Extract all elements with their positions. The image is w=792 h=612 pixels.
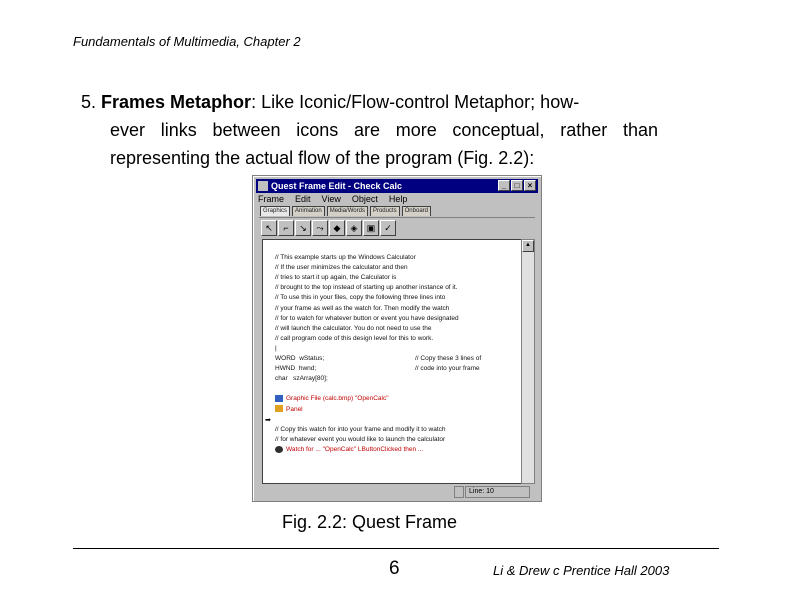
item-number: 5. <box>81 92 102 112</box>
quest-frame-window <box>252 175 542 502</box>
current-line-arrow-icon: ➡ <box>265 417 271 424</box>
line3-text: representing the actual flow of the program (Fig. 2.2): <box>110 148 535 168</box>
code-line: // will launch the calculator. You do not need to use the <box>275 324 432 332</box>
line1-text: : Like Iconic/Flow-control Metaphor; how- <box>251 92 580 112</box>
vertical-scrollbar[interactable] <box>521 239 535 484</box>
code-line: // for whatever event you would like to launch the calculator <box>275 435 446 443</box>
code-line: // If the user minimizes the calculator and then <box>275 264 408 272</box>
page-number: 6 <box>389 558 400 579</box>
window-titlebar <box>256 179 538 193</box>
window-title: Quest Frame Edit - Check Calc <box>271 181 403 191</box>
figure-caption: Fig. 2.2: Quest Frame <box>282 512 458 532</box>
maximize-button[interactable]: □ <box>511 180 523 191</box>
connect-tool-icon[interactable]: ⤳ <box>312 220 328 236</box>
decl-name: szArray[80]; <box>293 375 328 383</box>
menu-edit[interactable]: Edit <box>295 194 311 204</box>
app-icon <box>258 181 268 191</box>
script-editor[interactable]: // This example starts up the Windows Calculator // If the user minimizes the calculator and then // tries to start it up again, the Calculator is // brought to the top instead of starting up another instance of it. // To use this in your files, copy the following three lines into // your frame as well as the watch for. Then modify the watch // for to watch for whatever button or event you have designated // will launch the calculator. You do not need to use the // call program code of this design level for this to work. | WORD wStatus; // Copy these 3 lines of HWND hwnd; // code into your frame char szArray[80]; Graphic File (calc.bmp) "OpenCalc" Panel // Copy this watch for into your frame and modify it to watch // for whatever event you would like to launch the calculator Watch for ... "OpenCalc" LButtonClicked then ... ➡ <box>262 239 522 484</box>
calc-tool-icon[interactable]: ▣ <box>363 220 379 236</box>
watch-for-line[interactable]: Watch for ... "OpenCalc" LButtonClicked then ... <box>286 445 424 453</box>
code-line: // for to watch for whatever button or event you have designated <box>275 314 459 322</box>
status-bar <box>262 486 532 497</box>
menu-help[interactable]: Help <box>388 194 408 204</box>
footer-divider <box>73 548 719 549</box>
object-toolbar <box>259 217 535 239</box>
pointer-tool-icon[interactable]: ↖ <box>261 220 277 236</box>
term-frames-metaphor: Frames Metaphor <box>101 92 252 112</box>
decl-comment: // Copy these 3 lines of <box>415 355 482 363</box>
object-graphic[interactable]: Graphic File (calc.bmp) "OpenCalc" <box>286 395 389 403</box>
status-line-number: Line: 10 <box>465 486 530 498</box>
minimize-button[interactable]: _ <box>498 180 510 191</box>
code-line: // call program code of this design level for this to work. <box>275 334 434 342</box>
running-header: Fundamentals of Multimedia, Chapter 2 <box>73 34 301 49</box>
watch-icon <box>275 446 283 453</box>
decl-type: char <box>275 375 288 383</box>
code-line: // Copy this watch for into your frame and modify it to watch <box>275 425 446 433</box>
tab-graphics[interactable]: Graphics <box>260 206 290 216</box>
palette-tabs <box>260 206 431 216</box>
tab-onboard[interactable]: Onboard <box>402 206 431 216</box>
code-line: // tries to start it up again, the Calculator is <box>275 274 397 282</box>
status-pane <box>454 486 464 498</box>
object-panel[interactable]: Panel <box>286 405 303 413</box>
check-tool-icon[interactable]: ✓ <box>380 220 396 236</box>
code-line: // your frame as well as the watch for. Then modify the watch <box>275 304 450 312</box>
menu-bar <box>258 194 407 204</box>
menu-view[interactable]: View <box>321 194 341 204</box>
branch-tool-icon[interactable]: ↘ <box>295 220 311 236</box>
decl-name: hwnd; <box>298 365 317 373</box>
graphic-file-icon <box>275 395 283 402</box>
graphic-tool-icon[interactable]: ◆ <box>329 220 345 236</box>
decl-type: HWND <box>275 365 296 373</box>
code-line: // This example starts up the Windows Calculator <box>275 254 416 262</box>
code-line: // To use this in your files, copy the following three lines into <box>275 294 446 302</box>
code-line: // brought to the top instead of starting up another instance of it. <box>275 284 458 292</box>
media-tool-icon[interactable]: ◈ <box>346 220 362 236</box>
copyright-notice: Li & Drew c Prentice Hall 2003 <box>493 563 670 578</box>
decl-name: wStatus; <box>299 355 325 363</box>
tab-products[interactable]: Products <box>370 206 400 216</box>
frame-tool-icon[interactable]: ⌐ <box>278 220 294 236</box>
scroll-up-icon[interactable]: ▲ <box>522 240 534 252</box>
panel-icon <box>275 405 283 412</box>
decl-comment: // code into your frame <box>415 365 480 373</box>
tab-media-words[interactable]: Media/Words <box>327 206 368 216</box>
menu-object[interactable]: Object <box>351 194 378 204</box>
line2-text: ever links between icons are more conceptual, rather than <box>110 120 658 140</box>
close-button[interactable]: × <box>524 180 536 191</box>
tab-animation[interactable]: Animation <box>292 206 325 216</box>
body-paragraph <box>81 88 671 172</box>
decl-type: WORD <box>275 355 296 363</box>
menu-frame[interactable]: Frame <box>258 194 285 204</box>
